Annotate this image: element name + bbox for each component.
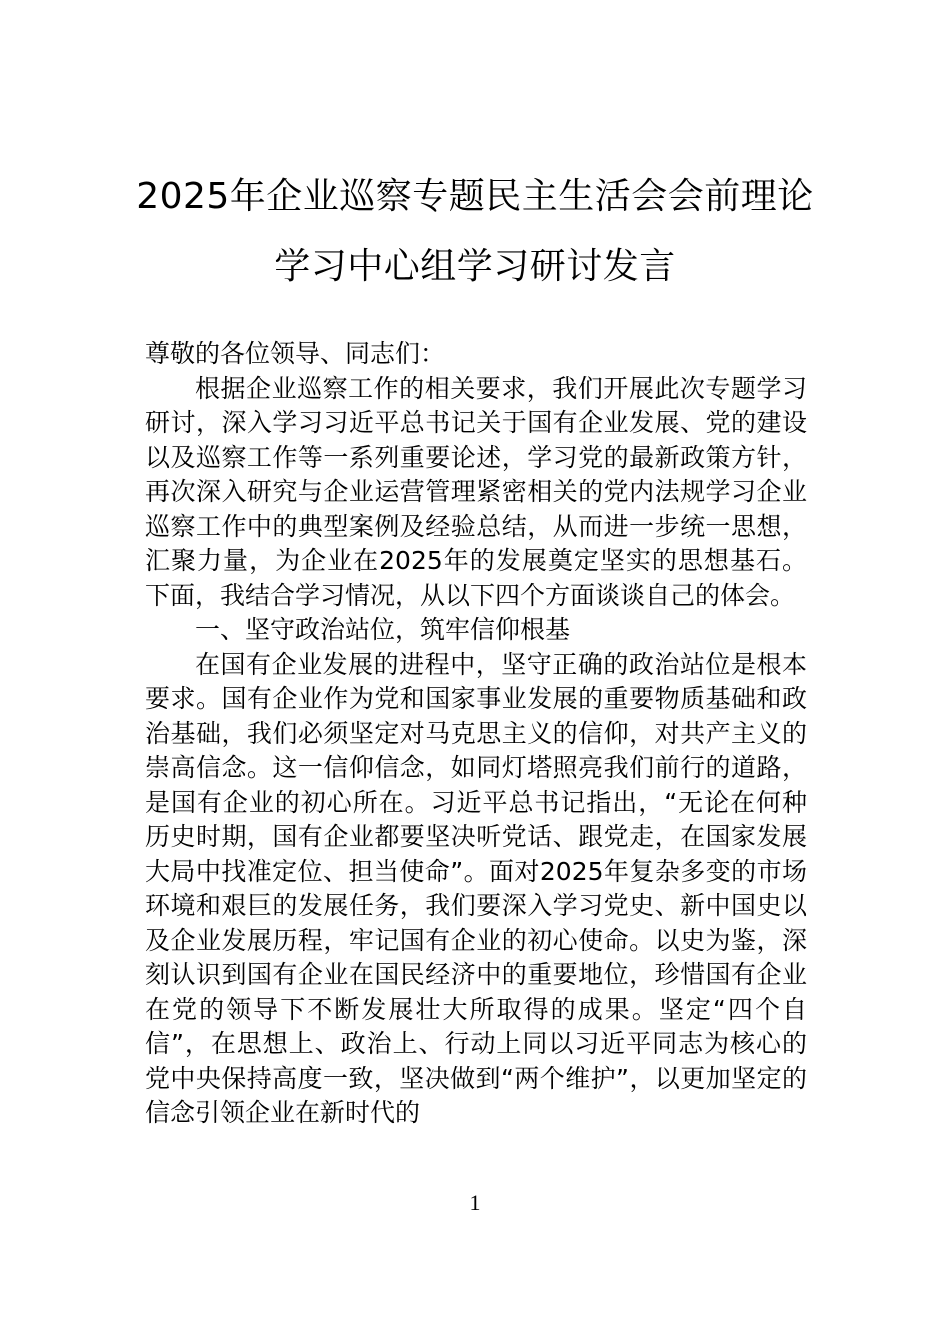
intro-paragraph: 根据企业巡察工作的相关要求，我们开展此次专题学习研讨，深入学习习近平总书记关于国有企业发展、党的建设以及巡察工作等一系列重要论述，学习党的最新政策方针，再次深入研究与企业运营管理紧密相关的党内法规学习企业巡察工作中的典型案例及经验总结，从而进一步统一思想，汇聚力量，为企业在2025年的发展奠定坚实的思想基石。下面，我结合学习情况，从以下四个方面谈谈自己的体会。 [145, 373, 807, 610]
page-number: 1 [469, 1190, 481, 1215]
document-body [145, 337, 807, 1131]
salutation: 尊敬的各位领导、同志们： [145, 339, 446, 368]
document-title-line-1: 2025年企业巡察专题民主生活会会前理论 [136, 176, 814, 217]
document-title-line-2: 学习中心组学习研讨发言 [274, 246, 676, 287]
section-heading-1: 一、坚守政治站位，筑牢信仰根基 [195, 615, 571, 644]
section-1-paragraph: 在国有企业发展的进程中，坚守正确的政治站位是根本要求。国有企业作为党和国家事业发展的重要物质基础和政治基础，我们必须坚定对马克思主义的信仰，对共产主义的崇高信念。这一信仰信念，如同灯塔照亮我们前行的道路，是国有企业的初心所在。习近平总书记指出，“无论在何种历史时期，国有企业都要坚决听党话、跟党走，在国家发展大局中找准定位、担当使命”。面对2025年复杂多变的市场环境和艰巨的发展任务，我们要深入学习党史、新中国史以及企业发展历程，牢记国有企业的初心使命。以史为鉴，深刻认识到国有企业在国民经济中的重要地位，珍惜国有企业在党的领导下不断发展壮大所取得的成果。坚定“四个自信”，在思想上、政治上、行动上同以习近平同志为核心的党中央保持高度一致，坚决做到“两个维护”，以更加坚定的信念引领企业在新时代的 [145, 649, 807, 1127]
